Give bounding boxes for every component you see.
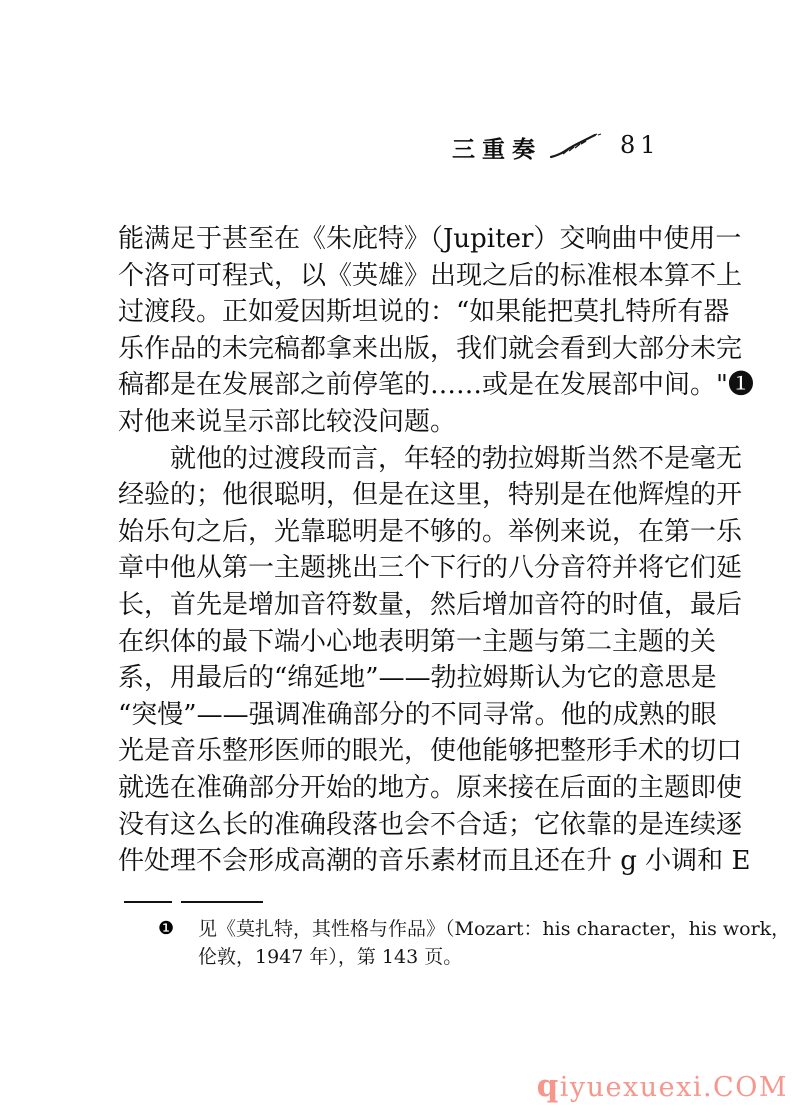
body-text bbox=[118, 221, 754, 880]
footnote-divider-segment bbox=[124, 901, 172, 903]
page-number: 81 bbox=[620, 131, 661, 159]
body-line: 系，用最后的“绵延地”——勃拉姆斯认为它的意思是 bbox=[118, 663, 717, 694]
body-line: 乐作品的未完稿都拿来出版，我们就会看到大部分未完 bbox=[118, 333, 743, 364]
footnote-divider bbox=[124, 901, 264, 903]
body-line: 长，首先是增加音符数量，然后增加音符的时值，最后 bbox=[118, 589, 743, 620]
body-line: 过渡段。正如爱因斯坦说的：“如果能把莫扎特所有器 bbox=[118, 297, 730, 328]
footnote-line: 见《莫扎特，其性格与作品》（Mozart：his character，his work， bbox=[198, 918, 791, 940]
body-line: 个洛可可程式，以《英雄》出现之后的标准根本算不上 bbox=[118, 260, 743, 291]
body-line: 章中他从第一主题挑出三个下行的八分音符并将它们延 bbox=[118, 553, 743, 584]
body-line: 件处理不会形成高潮的音乐素材而且还在升 g 小调和 E bbox=[118, 846, 751, 877]
body-line: “突慢”——强调准确部分的不同寻常。他的成熟的眼 bbox=[118, 699, 717, 730]
site-watermark: qiyuexuexi.COM bbox=[536, 1068, 788, 1104]
footnote bbox=[158, 915, 791, 971]
footnote-divider-segment bbox=[181, 901, 263, 903]
body-line: 经验的；他很聪明，但是在这里，特别是在他辉煌的开 bbox=[118, 480, 743, 511]
body-line: 始乐句之后，光靠聪明是不够的。举例来说，在第一乐 bbox=[118, 516, 743, 547]
flourish-icon bbox=[549, 130, 607, 162]
body-line: 就他的过渡段而言，年轻的勃拉姆斯当然不是毫无 bbox=[118, 443, 743, 474]
body-line: 在织体的最下端小心地表明第一主题与第二主题的关 bbox=[118, 626, 717, 657]
body-line: 能满足于甚至在《朱庇特》（Jupiter）交响曲中使用一 bbox=[118, 224, 742, 254]
body-line: 没有这么长的准确段落也会不合适；它依靠的是连续逐 bbox=[118, 809, 743, 840]
body-line: 光是音乐整形医师的眼光，使他能够把整形手术的切口 bbox=[118, 736, 743, 767]
footnote-line: 伦敦，1947 年），第 143 页。 bbox=[198, 946, 463, 968]
footnote-marker-icon: ❶ bbox=[158, 918, 175, 939]
chapter-title: 三重奏 bbox=[452, 137, 542, 163]
body-line: 稿都是在发展部之前停笔的……或是在发展部中间。"❶ bbox=[118, 370, 754, 401]
body-line: 对他来说呈示部比较没问题。 bbox=[118, 406, 457, 437]
footnote-text bbox=[198, 915, 790, 971]
body-line: 就选在准确部分开始的地方。原来接在后面的主题即使 bbox=[118, 772, 743, 803]
